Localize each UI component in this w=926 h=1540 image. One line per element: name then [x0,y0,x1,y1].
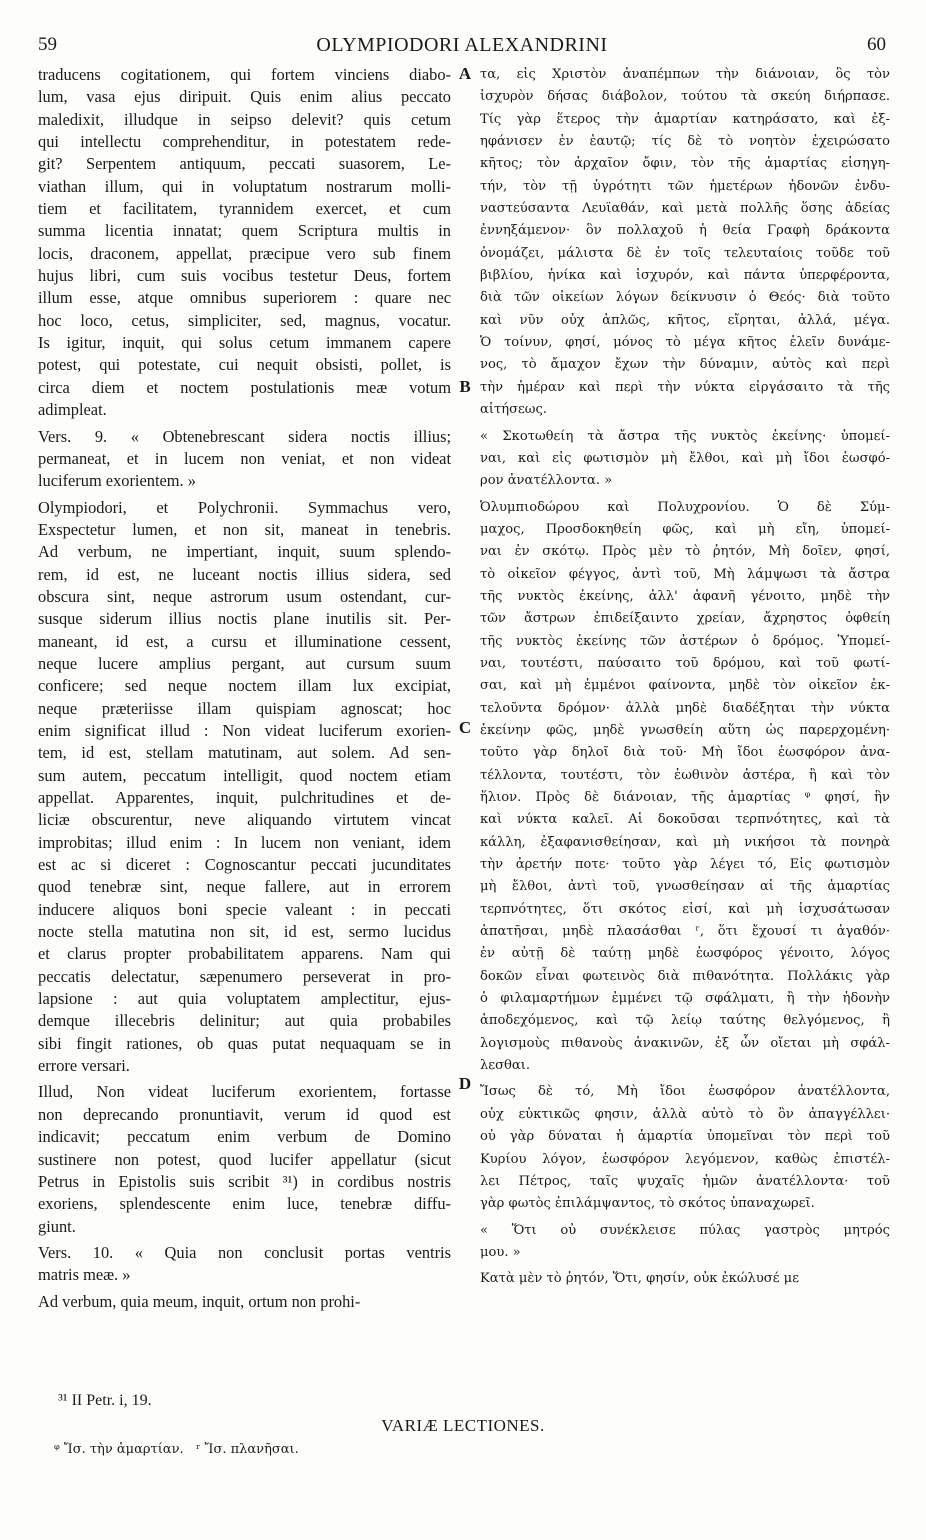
text-line: exoriens, splendescente enim luce, tenebræ diffu- [38,1194,451,1214]
text-line: Τίς γὰρ ἕτερος τὴν ἁμαρτίαν κατηράσατο, καὶ ἐξ- [480,111,890,127]
text-line: enim significat illud : Non videat luciferum exorien- [38,720,451,740]
text-line: Petrus in Epistolis suis scribit ³¹) in cordibus nostris [38,1171,451,1191]
text-line: nocte stella matutina non sit, id est, sermo lucidus [38,922,451,942]
text-line: maneant, id est, a cursu et illuminatione cessent, [38,631,451,651]
text-line: μου. » [480,1244,521,1260]
variae-lectiones-text: ᵠ Ἴσ. τὴν ἁμαρτίαν. ʳ Ἴσ. πλανῆσαι. [54,1442,299,1457]
text-line: μαχος, Προσδοκηθείη φῶς, καὶ μὴ εἴη, ὑπομεί- [480,521,890,537]
margin-marker-c: C [458,718,472,737]
text-line: Ad verbum, quia meum, inquit, ortum non prohi- [38,1291,361,1311]
latin-column [38,64,451,1313]
text-line: locis, draconem, appellat, præcipue vero sub finem [38,243,451,263]
text-line: traducens cogitationem, qui fortem vinciens diabo- [38,65,451,84]
margin-marker-a: A [458,64,472,83]
text-line: Vers. 10. « Quia non conclusit portas ventris [38,1242,451,1262]
text-line: qui intellectu comprehenditur, in potestatem rede- [38,132,451,152]
text-line: demque illecebris delinitur; aut quia probabiles [38,1011,451,1031]
text-line: lapsione : aut quia voluptatem amplectitur, ejus- [38,989,451,1009]
text-line: viathan illum, qui in voluptatum nostrarum molli- [38,176,451,196]
text-line: Is igitur, inquit, qui solus cetum immanem capere [38,333,451,353]
page-number-left: 59 [38,34,57,55]
greek-column [480,64,890,1291]
text-line: tem, id est, stellam matutinam, aut solem. Ad sen- [38,743,451,763]
text-line: τὴν ἀρετήν ποτε· τοῦτο γὰρ λέγει τό, Εἰς φωτισμὸν [480,857,890,873]
text-line: « Σκοτωθείη τὰ ἄστρα τῆς νυκτὸς ἐκείνης· ὑπομεί- [480,428,890,444]
text-line: τῶν ἄστρων ἐπιδείξαιντο χρείαν, ἄχρηστος ὀφθείη [480,611,890,627]
text-line: illum esse, atque omnibus superiorem : quare nec [38,288,451,308]
text-line: μὴ ἔλθοι, ἀντὶ τοῦ, γνωσθείησαν αἱ τῆς ἁμαρτίας [480,879,890,895]
text-line: obscura sint, neque astrorum usum ostendant, cur- [38,586,451,606]
text-line: ναι ἐν σκότῳ. Πρὸς μὲν τὸ ῥητόν, Μὴ δοῖεν, φησί, [480,544,890,560]
text-line: ρον ἀνατέλλοντα. » [480,473,613,489]
text-line: καὶ νῦν οὐχ ἁπλῶς, κῆτος, εἴρηται, ἀλλά, μέγα. [480,312,890,328]
text-line: circa diem et noctem postulationis meæ votum [38,377,451,397]
text-line: non deprecando pronuntiavit, verum id quod est [38,1104,451,1124]
text-line: δοκῶν εἶναι φωτεινὸς διὰ πιθανότητα. Πολλάκις γὰρ [480,968,890,984]
text-line: matris meæ. » [38,1265,131,1285]
text-line: ἐν αὐτῇ δὲ ταύτῃ μηδὲ ἑωσφόρος γένοιτο, λόγος [480,946,890,962]
margin-marker-b: B [459,377,471,396]
text-line: τὸ οἰκεῖον φέγγος, ἀντὶ τοῦ, Μὴ λάμψωσι τὰ ἄστρα [480,566,890,582]
text-line: ἀποδεχόμενος, καὶ τῷ λείῳ ταύτης θελγόμενος, ἢ [480,1013,890,1029]
text-line: Ὁ τοίνυν, φησί, μόνος τὸ μέγα κῆτος ἑλεῖν δυνάμε- [480,335,890,351]
text-line: et clarus propter probabilitatem apparens. Nam qui [38,944,451,964]
text-line: τῆς νυκτὸς ἐκείνης τῶν ἀστέρων ὁ δρόμος. Ὑπομεί- [480,633,890,649]
running-header [38,34,886,60]
text-line: τοῦτο γὰρ δηλοῖ διὰ τοῦ· Μὴ ἴδοι ἑωσφόρον ἀνα- [480,745,890,761]
text-line: κῆτος; τὸν ἀρχαῖον ὄφιν, τὸν τῆς ἁμαρτίας εἰσηγη- [480,156,890,172]
text-line: ἐννηξάμενον· ὃν πολλαχοῦ ἡ θεία Γραφὴ δράκοντα [480,223,890,239]
text-line: ἥλιον. Πρὸς δὲ διάνοιαν, τῆς ἁμαρτίας ᵠ φησί, ἣν [480,790,890,805]
text-line: hoc loco, cetus, simpliciter, sed, magnus, vocatur. [38,310,451,330]
text-line: ναι, καὶ εἰς φωτισμὸν μὴ ἔλθοι, καὶ μὴ ἴδοι ἑωσφό- [480,450,890,466]
text-line: οὐ γὰρ δύναται ἡ ἁμαρτία ὑπομεῖναι τὸν περὶ τοῦ [480,1129,890,1145]
text-line: liciæ obscurentur, neve aliquando virtutem vincat [38,810,451,830]
text-line: οὐχ εὐκτικῶς φησιν, ἀλλὰ αὐτὸ τὸ ὂν ἀπαγγέλλει· [480,1106,890,1122]
text-line: γὰρ φωτὸς ἐπιλάμψαντος, τὸ σκότος ὑπαναχωρεῖ. [480,1196,815,1212]
text-line: αἰτήσεως. [480,402,547,418]
text-line: τέλλοντα, τουτέστι, τὸν ἑωθινὸν ἀστέρα, ἢ καὶ τὸν [480,767,890,783]
text-line: ναι, τουτέστι, παύσαιτο τοῦ δρόμου, καὶ τοῦ φωτί- [480,655,890,671]
text-line: καὶ νύκτα καλεῖ. Αἱ δοκοῦσαι τερπνότητες, καὶ τὰ [480,812,890,828]
text-line: maledixit, illudque in seipso delevit? quis cetum [38,109,451,129]
text-line: est ac si diceret : Cognoscantur peccati jucunditates [38,855,451,875]
text-line: τελοῦντα δρόμον· ἀλλὰ μηδὲ διαδέξηται τὴν νύκτα [480,700,890,716]
text-line: κάλλη, ἐξαφανισθείησαν, καὶ μὴ νικήσοι τὰ πονηρὰ [480,834,890,850]
text-line: ὁ φιλαμαρτήμων ἐμμένει τῷ σφάλματι, ἢ τὴν ἡδονὴν [480,991,890,1007]
text-line: rem, id est, ne luceant noctis illius sidera, sed [38,564,451,584]
text-line: sum autem, peccatum intelligit, quod noctem etiam [38,765,451,785]
text-line: τήν, τὸν τῇ ὑγρότητι τῶν ἡμετέρων ἡδονῶν ἐνδυ- [480,178,890,194]
text-line: τὴν ἡμέραν καὶ περὶ τὴν νύκτα εἰργάσαιτο τὰ τῆς [480,379,890,395]
text-line: λει Πέτρος, ταῖς ψυχαῖς ἡμῶν ἀνατέλλοντα· τοῦ [480,1173,890,1189]
text-line: neque præteriisse illam quispiam agnoscat; hoc [38,698,451,718]
text-line: tiem et facilitatem, tyrannidem exercet, et cum [38,199,451,219]
text-line: sustinere non potest, quod lucifer appellatur (sicut [38,1149,451,1169]
text-line: inducere aliquos boni specie valeant : in peccati [38,899,451,919]
text-line: luciferum exorientem. » [38,471,196,491]
variae-lectiones-title: VARIÆ LECTIONES. [381,1416,545,1435]
text-line: Κατὰ μὲν τὸ ῥητόν, Ὅτι, φησίν, οὐκ ἐκώλυσέ με [480,1271,799,1287]
text-line: Exspectetur lumen, et non sit, maneat in tenebris. [38,519,451,539]
text-line: βιβλίου, ἡνίκα καὶ ἰσχυρόν, καὶ πάντα ὑπερφέροντα, [480,268,890,284]
text-line: lum, vasa ejus diripuit. Quis enim alius peccato [38,87,451,107]
text-line: permaneat, et in lucem non veniat, et non videat [38,448,451,468]
text-line: Vers. 9. « Obtenebrescant sidera noctis illius; [38,426,451,446]
text-line: Ὀλυμπιοδώρου καὶ Πολυχρονίου. Ὁ δὲ Σύμ- [480,499,890,515]
text-line: λογισμοὺς πιθανοὺς ἀνακινῶν, ἐξ ὧν οἴεται μὴ σφάλ- [480,1035,890,1051]
text-line: νος, τὸ ἄμαχον ἔχων τὴν δύναμιν, αὐτὸς καὶ περὶ [480,357,890,373]
text-line: ναστεύσαντα Λευϊαθάν, καὶ μετὰ πολλῆς ὅσης ἀδείας [480,201,890,217]
text-line: Κυρίου λόγον, ἑωσφόρον λεγόμενον, καθὼς ἐπιστέλ- [480,1151,890,1167]
text-line: ἀπατῆσαι, μηδὲ πλασάσθαι ʳ, ὅτι ἔχουσί τι ἀγαθόν· [480,924,890,940]
text-line: λεσθαι. [480,1058,531,1074]
text-line: ἰσχυρὸν δήσας διάβολον, τούτου τὰ σκεύη διήρπασε. [480,89,890,105]
page-number-right: 60 [867,34,886,55]
text-line: improbitas; illud enim : In lucem non veniant, idem [38,832,451,852]
text-line: neque lucere amplius pergant, aut cursum suum [38,653,451,673]
text-line: ηφάνισεν ἐν ἑαυτῷ; τίς δὲ τὸ νοητὸν ἐχειρώσατο [480,134,890,150]
text-line: « Ὅτι οὐ συνέκλεισε πύλας γαστρὸς μητρός [480,1222,890,1238]
text-line: peccatis delectatur, sæpenumero perseverat in pro- [38,966,451,986]
text-line: Illud, Non videat luciferum exorientem, fortasse [38,1082,451,1102]
text-line: potest, qui potestate, cui nequit obsisti, pollet, is [38,355,451,375]
text-line: Olympiodori, et Polychronii. Symmachus vero, [38,497,451,517]
text-line: τῆς νυκτὸς ἐκείνης, ἀλλ' ἀφανῆ γένοιτο, μηδὲ τὴν [480,588,890,604]
text-line: susque siderum illius noctis plane inutilis sit. Per- [38,609,451,629]
text-line: τα, εἰς Χριστὸν ἀναπέμπων τὴν διάνοιαν, ὃς τὸν [480,67,890,82]
text-line: ὀνομάζει, μάλιστα δὲ ἐν τοῖς τελευταίοις τοῦδε τοῦ [480,245,890,261]
text-line: git? Serpentem antiquum, peccati suasorem, Le- [38,154,451,174]
text-line: hujus libri, cum suis vocibus testetur Deus, fortem [38,266,451,286]
text-line: Ad verbum, ne impertiant, inquit, suum splendo- [38,542,451,562]
text-line: appellat. Apparentes, inquit, pulchritudines et de- [38,788,451,807]
running-title: OLYMPIODORI ALEXANDRINI [316,34,608,56]
text-line: quod tenebræ sint, neque fallere, aut in errorem [38,877,451,897]
text-line: sibi fingit rationes, ob quas putat nequaquam se in [38,1033,451,1053]
margin-marker-d: D [458,1074,472,1093]
text-line: Ἴσως δὲ τό, Μὴ ἴδοι ἑωσφόρον ἀνατέλλοντα, [480,1084,890,1100]
text-line: ἐκείνην φῶς, μηδὲ γνωσθείη αὕτη ὡς παρερχομένη· [480,722,890,738]
text-line: adimpleat. [38,400,107,420]
text-line: τερπνότητες, ὅτι σκότος εἰσί, καὶ μὴ ἰσχυσάτωσαν [480,901,890,917]
text-line: σαι, καὶ μὴ ἐμμένοι φαίνοντα, μηδὲ τὸν οἰκεῖον ἐκ- [480,678,890,694]
text-line: conficere; sed neque noctem illam lux excipiat, [38,676,451,696]
text-line: errore versari. [38,1056,130,1076]
text-line: giunt. [38,1216,76,1236]
text-line: indicavit; peccatum enim verbum de Domino [38,1127,451,1147]
text-line: summa licentia innatat; quem Scriptura multis in [38,221,451,241]
text-line: διὰ τῶν οἰκείων λόγων δείκνυσιν ὁ Θεός· διὰ τοῦτο [480,290,890,306]
footnote: ³¹ II Petr. i, 19. [58,1392,152,1409]
